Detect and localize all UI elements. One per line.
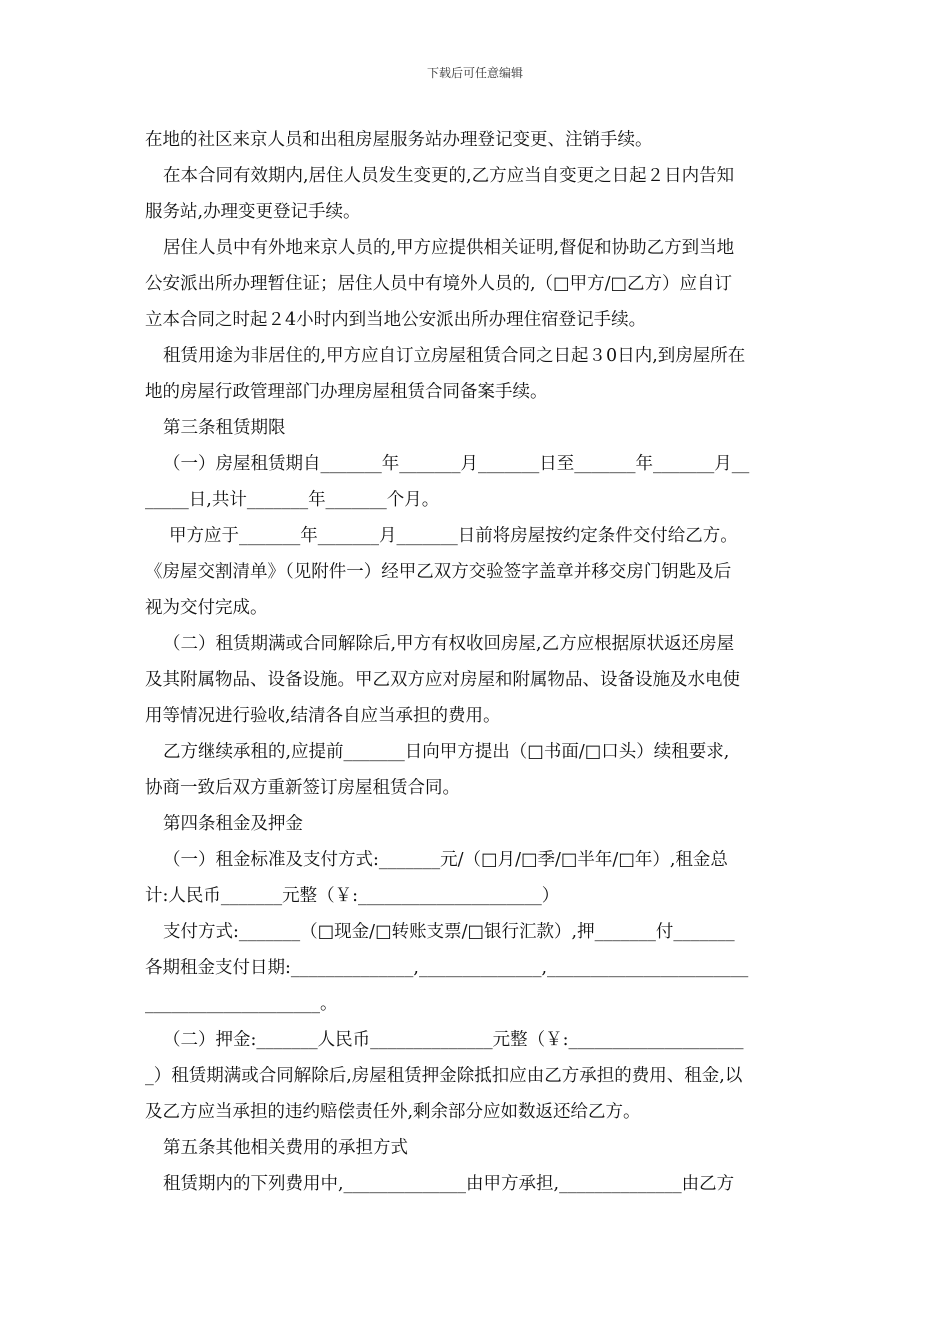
text-line: _）租赁期满或合同解除后,房屋租赁押金除抵扣应由乙方承担的费用、租金,以: [145, 1066, 743, 1086]
text-line: 及其附属物品、设备设施。甲乙双方应对房屋和附属物品、设备设施及水电使: [145, 670, 740, 690]
text-line: 服务站,办理变更登记手续。: [145, 202, 361, 222]
text-line: （二）押金:_______人民币______________元整（￥:____________________: [163, 1030, 744, 1050]
text-line: 视为交付完成。: [145, 598, 268, 618]
text-line: 第四条租金及押金: [163, 814, 303, 834]
text-line: 协商一致后双方重新签订房屋租赁合同。: [145, 778, 460, 798]
text-line: 租赁用途为非居住的,甲方应自订立房屋租赁合同之日起３0日内,到房屋所在: [163, 346, 746, 366]
page-header-note: 下载后可任意编辑: [426, 66, 523, 80]
text-line: （一）租金标准及支付方式:_______元/（□月/□季/□半年/□年）,租金总: [163, 850, 728, 870]
text-line: 在本合同有效期内,居住人员发生变更的,乙方应当自变更之日起２日内告知: [163, 166, 735, 186]
text-line: （一）房屋租赁期自_______年_______月_______日至_______年_______月__: [163, 454, 750, 474]
text-line: 各期租金支付日期:______________,______________,_______________________: [145, 958, 749, 978]
text-line: 立本合同之时起２4小时内到当地公安派出所办理住宿登记手续。: [145, 310, 647, 330]
text-line: 乙方继续承租的,应提前_______日向甲方提出（□书面/□口头）续租要求,: [163, 742, 730, 762]
text-line: 计:人民币_______元整（￥:_____________________）: [145, 886, 560, 906]
text-line: 在地的社区来京人员和出租房屋服务站办理登记变更、注销手续。: [145, 130, 653, 150]
text-line: 地的房屋行政管理部门办理房屋租赁合同备案手续。: [145, 382, 548, 402]
text-line: 租赁期内的下列费用中,______________由甲方承担,______________由乙方: [163, 1174, 735, 1194]
text-line: 支付方式:_______（□现金/□转账支票/□银行汇款）,押_______付_______: [163, 922, 735, 942]
text-line: ____________________。: [145, 994, 338, 1014]
text-line: 用等情况进行验收,结清各自应当承担的费用。: [145, 706, 501, 726]
text-line: 第五条其他相关费用的承担方式: [163, 1138, 408, 1158]
text-line: 及乙方应当承担的违约赔偿责任外,剩余部分应如数返还给乙方。: [145, 1102, 641, 1122]
text-line: 甲方应于_______年_______月_______日前将房屋按约定条件交付给乙方。: [169, 526, 738, 546]
text-line: _____日,共计_______年_______个月。: [145, 490, 440, 510]
text-line: 居住人员中有外地来京人员的,甲方应提供相关证明,督促和协助乙方到当地: [163, 238, 735, 258]
text-line: （二）租赁期满或合同解除后,甲方有权收回房屋,乙方应根据原状返还房屋: [163, 634, 735, 654]
document-body: [145, 122, 810, 1202]
text-line: 公安派出所办理暂住证；居住人员中有境外人员的,（□甲方/□乙方）应自订: [145, 274, 733, 294]
text-line: 《房屋交割清单》（见附件一）经甲乙双方交验签字盖章并移交房门钥匙及后: [145, 562, 732, 582]
text-line: 第三条租赁期限: [163, 418, 286, 438]
